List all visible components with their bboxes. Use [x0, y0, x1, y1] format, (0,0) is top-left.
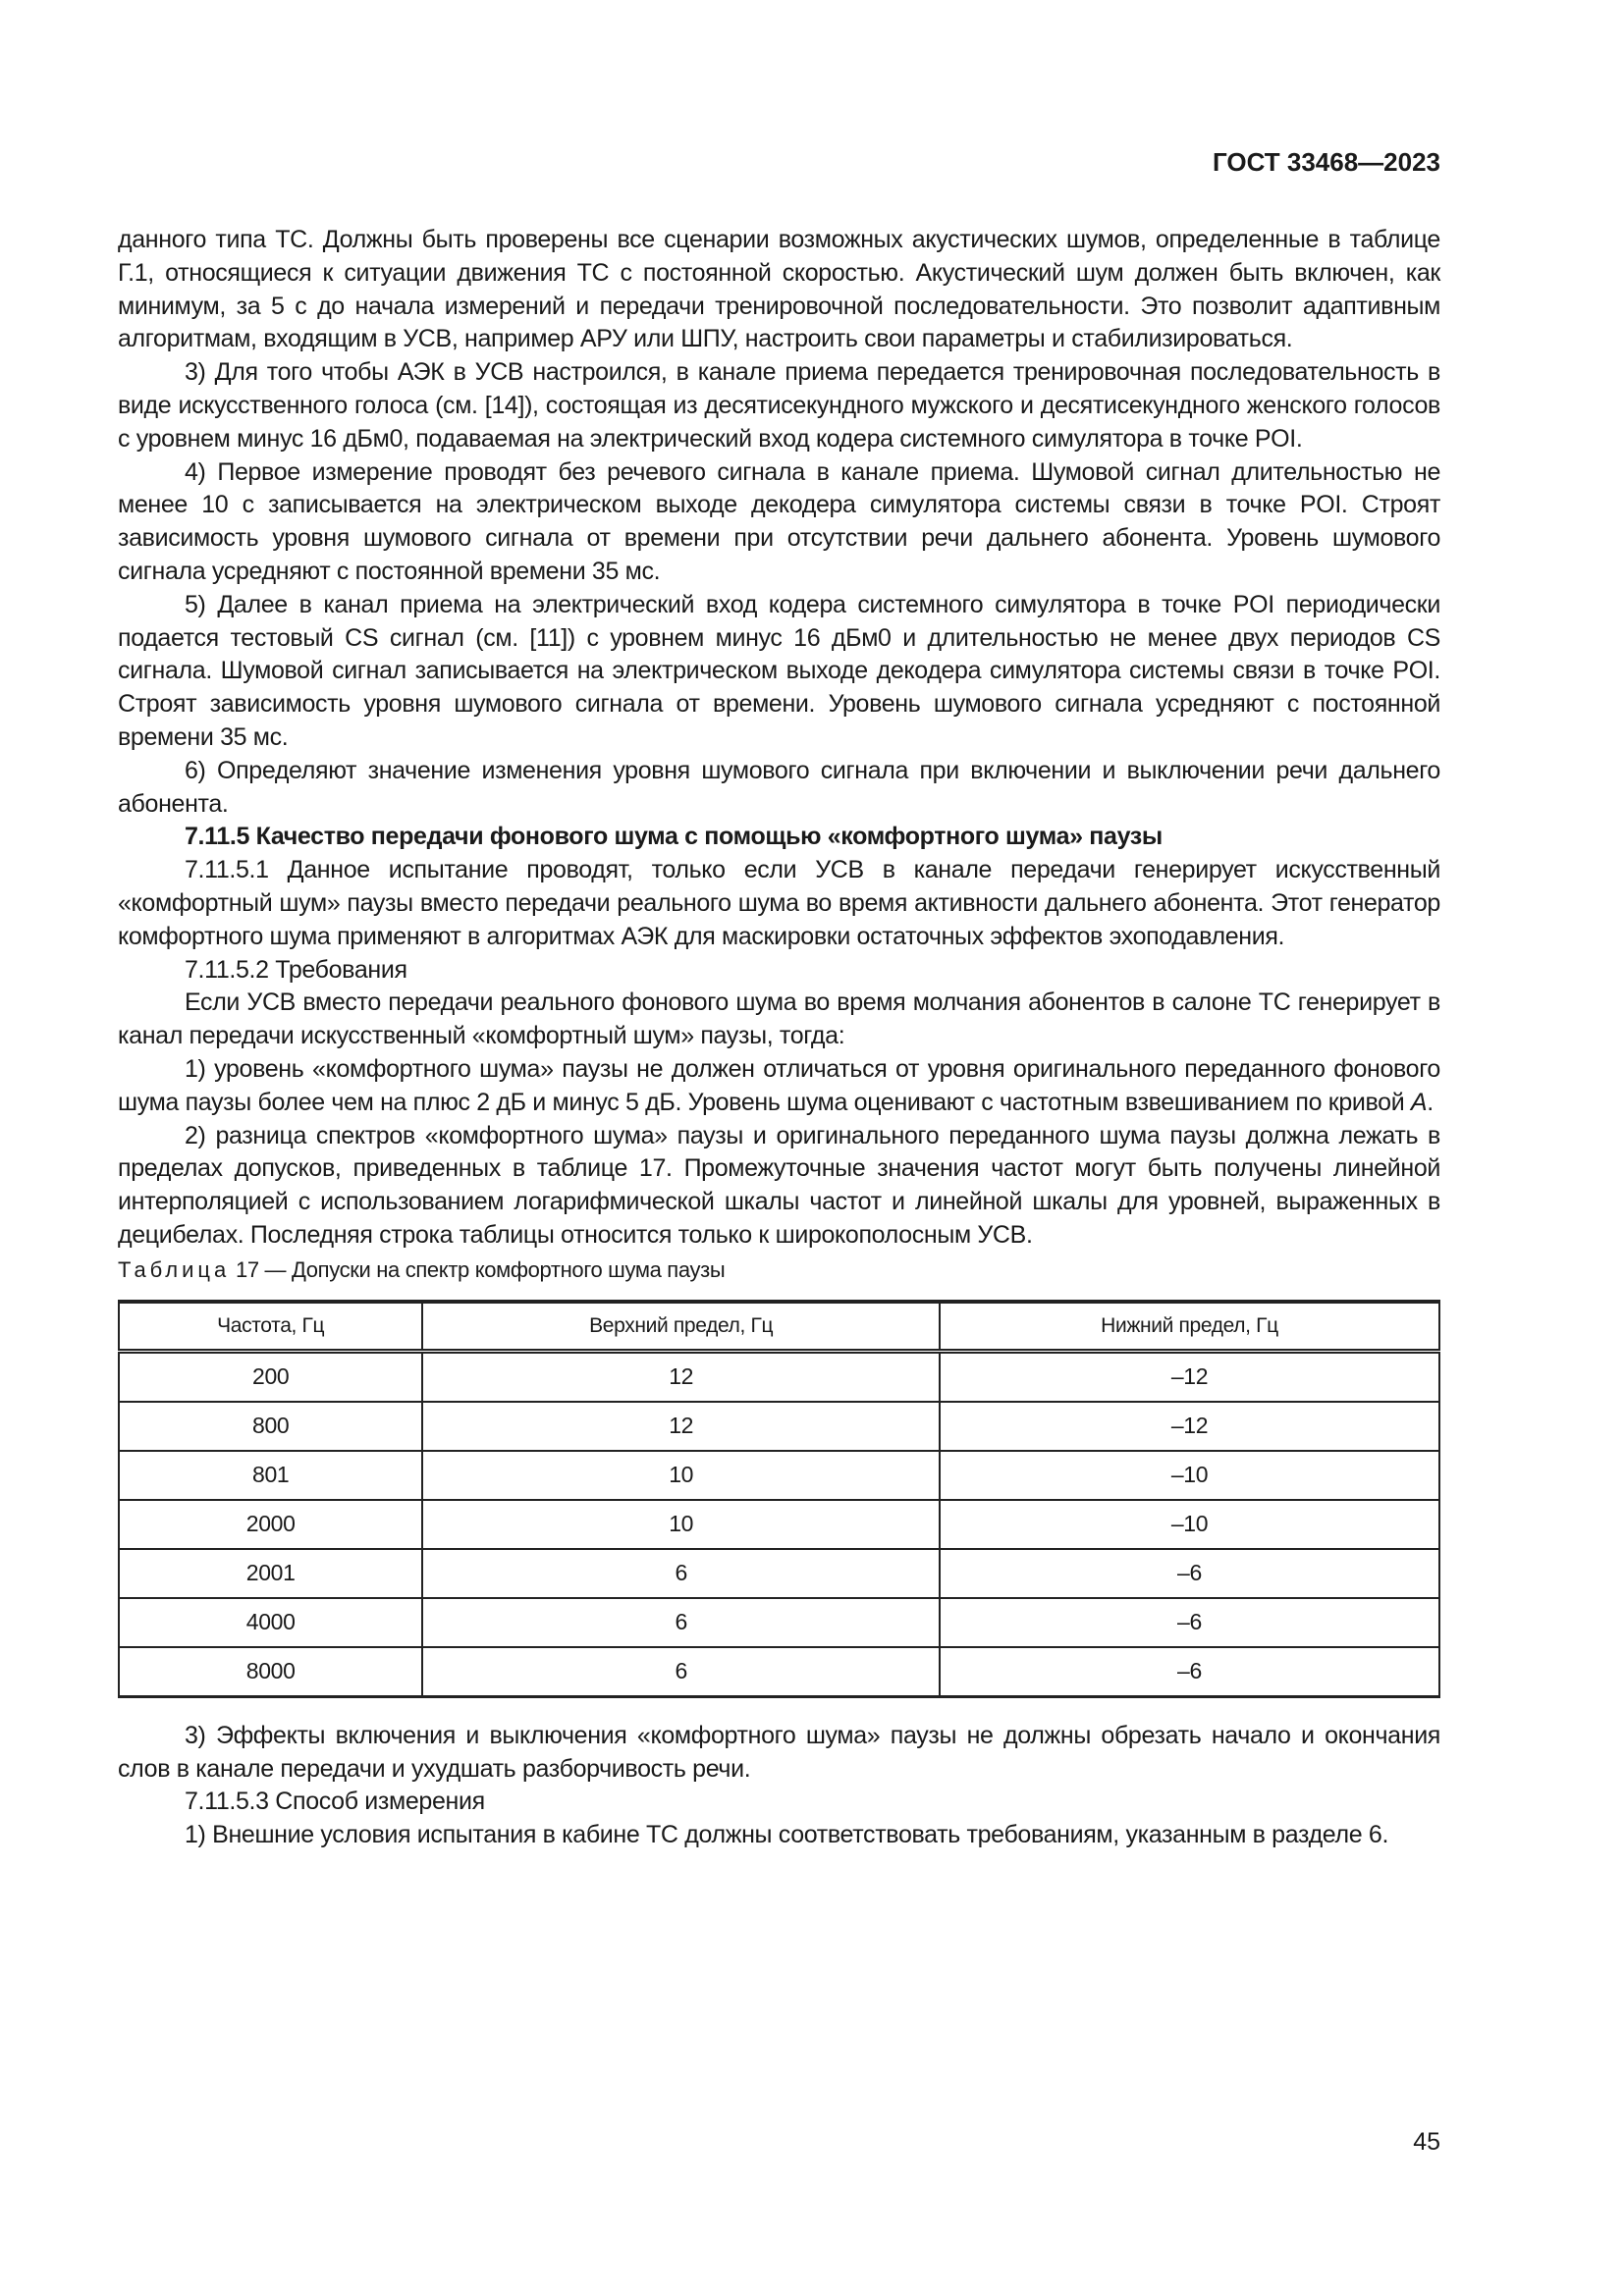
table-caption-text: 17 — Допуски на спектр комфортного шума паузы	[230, 1256, 726, 1282]
table-cell: –12	[940, 1351, 1439, 1402]
table-header-row	[119, 1302, 1439, 1352]
paragraph-text: 1) уровень «комфортного шума» паузы не должен отличаться от уровня оригинального переданного фонового шума паузы более чем на плюс 2 дБ и минус 5 дБ. Уровень шума оценивают с частотным взвешиванием по кривой	[118, 1054, 1440, 1116]
paragraph	[118, 1053, 1440, 1120]
table-cell: 10	[422, 1500, 940, 1549]
paragraph: 1) Внешние условия испытания в кабине ТС должны соответствовать требованиям, указанным в разделе 6.	[185, 1821, 1389, 1849]
section-heading: 7.11.5 Качество передачи фонового шума с помощью «комфортного шума» паузы	[185, 823, 1163, 851]
paragraph: 4) Первое измерение проводят без речевого сигнала в канале приема. Шумовой сигнал длительностью не менее 10 с записывается на электрическом выходе декодера симулятора системы связи в точке POI. Строят зависимость уровня шумового сигнала от времени при отсутствии речи дальнего абонента. Уровень шумового сигнала усредняют с постоянной времени 35 мс.	[118, 457, 1440, 585]
table-cell: 12	[422, 1402, 940, 1451]
column-header: Нижний предел, Гц	[940, 1302, 1439, 1352]
table-row	[119, 1647, 1439, 1697]
table-row	[119, 1598, 1439, 1647]
table-cell: 801	[119, 1451, 422, 1500]
table-cell: 4000	[119, 1598, 422, 1647]
table-row	[119, 1402, 1439, 1451]
paragraph: 3) Для того чтобы АЭК в УСВ настроился, в канале приема передается тренировочная последовательность в виде искусственного голоса (см. [14]), состоящая из десятисекундного мужского и десятисекундного женского голосов с уровнем минус 16 дБм0, подаваемая на электрический вход кодера системного симулятора в точке POI.	[118, 358, 1440, 453]
paragraph: 7.11.5.1 Данное испытание проводят, только если УСВ в канале передачи генерирует искусственный «комфортный шум» паузы вместо передачи реального шума во время активности дальнего абонента. Этот генератор комфортного шума применяют в алгоритмах АЭК для маскировки остаточных эффектов эхоподавления.	[118, 856, 1440, 950]
table-cell: 10	[422, 1451, 940, 1500]
table-row	[119, 1549, 1439, 1598]
paragraph: 5) Далее в канал приема на электрический вход кодера системного симулятора в точке POI периодически подается тестовый CS сигнал (см. [11]) с уровнем минус 16 дБм0 и длительностью не менее двух периодов CS сигнала. Шумовой сигнал записывается на электрическом выходе декодера симулятора системы связи в точке POI. Строят зависимость уровня шумового сигнала от времени. Уровень шумового сигнала усредняют с постоянной времени 35 мс.	[118, 590, 1440, 751]
tolerance-table	[118, 1300, 1440, 1698]
table-cell: 6	[422, 1598, 940, 1647]
paragraph: данного типа ТС. Должны быть проверены все сценарии возможных акустических шумов, определенные в таблице Г.1, относящиеся к ситуации движения ТС с постоянной скоростью. Акустический шум должен быть включен, как минимум, за 5 с до начала измерений и передачи тренировочной последовательности. Это позволит адаптивным алгоритмам, входящим в УСВ, например АРУ или ШПУ, настроить свои параметры и стабилизироваться.	[118, 226, 1440, 353]
subsection-heading: 7.11.5.2 Требования	[185, 955, 407, 984]
table-cell: –12	[940, 1402, 1439, 1451]
table-row	[119, 1451, 1439, 1500]
table-cell: 800	[119, 1402, 422, 1451]
paragraph: 2) разница спектров «комфортного шума» паузы и оригинального переданного шума паузы должна лежать в пределах допусков, приведенных в таблице 17. Промежуточные значения частот могут быть получены линейной интерполяцией с использованием логарифмической шкалы частот и линейной шкалы для уровней, выраженных в децибелах. Последняя строка таблицы относится только к широкополосным УСВ.	[118, 1121, 1440, 1249]
paragraph: 3) Эффекты включения и выключения «комфортного шума» паузы не должны обрезать начало и окончания слов в канале передачи и ухудшать разборчивость речи.	[118, 1721, 1440, 1783]
paragraph-tail: .	[1427, 1088, 1434, 1116]
table-caption-label: Таблица	[118, 1256, 231, 1282]
column-header: Частота, Гц	[119, 1302, 422, 1352]
page-body	[118, 224, 1440, 1852]
italic-letter: А	[1410, 1088, 1428, 1116]
table-cell: –6	[940, 1598, 1439, 1647]
table-cell: 12	[422, 1351, 940, 1402]
table-cell: –10	[940, 1500, 1439, 1549]
table-cell: 2000	[119, 1500, 422, 1549]
table-row	[119, 1500, 1439, 1549]
table-caption	[118, 1253, 1440, 1288]
table-cell: –6	[940, 1647, 1439, 1697]
table-row	[119, 1351, 1439, 1402]
paragraph: 6) Определяют значение изменения уровня шумового сигнала при включении и выключении речи дальнего абонента.	[118, 756, 1440, 818]
table-cell: 6	[422, 1647, 940, 1697]
paragraph: Если УСВ вместо передачи реального фонового шума во время молчания абонентов в салоне ТС генерирует в канал передачи искусственный «комфортный шум» паузы, тогда:	[118, 988, 1440, 1050]
table-cell: 6	[422, 1549, 940, 1598]
table-cell: 8000	[119, 1647, 422, 1697]
table-cell: 2001	[119, 1549, 422, 1598]
subsection-heading: 7.11.5.3 Способ измерения	[185, 1788, 485, 1816]
table-cell: –6	[940, 1549, 1439, 1598]
document-id-header: ГОСТ 33468—2023	[1213, 147, 1440, 177]
page-number: 45	[1413, 2128, 1440, 2156]
column-header: Верхний предел, Гц	[422, 1302, 940, 1352]
table-cell: –10	[940, 1451, 1439, 1500]
table-cell: 200	[119, 1351, 422, 1402]
